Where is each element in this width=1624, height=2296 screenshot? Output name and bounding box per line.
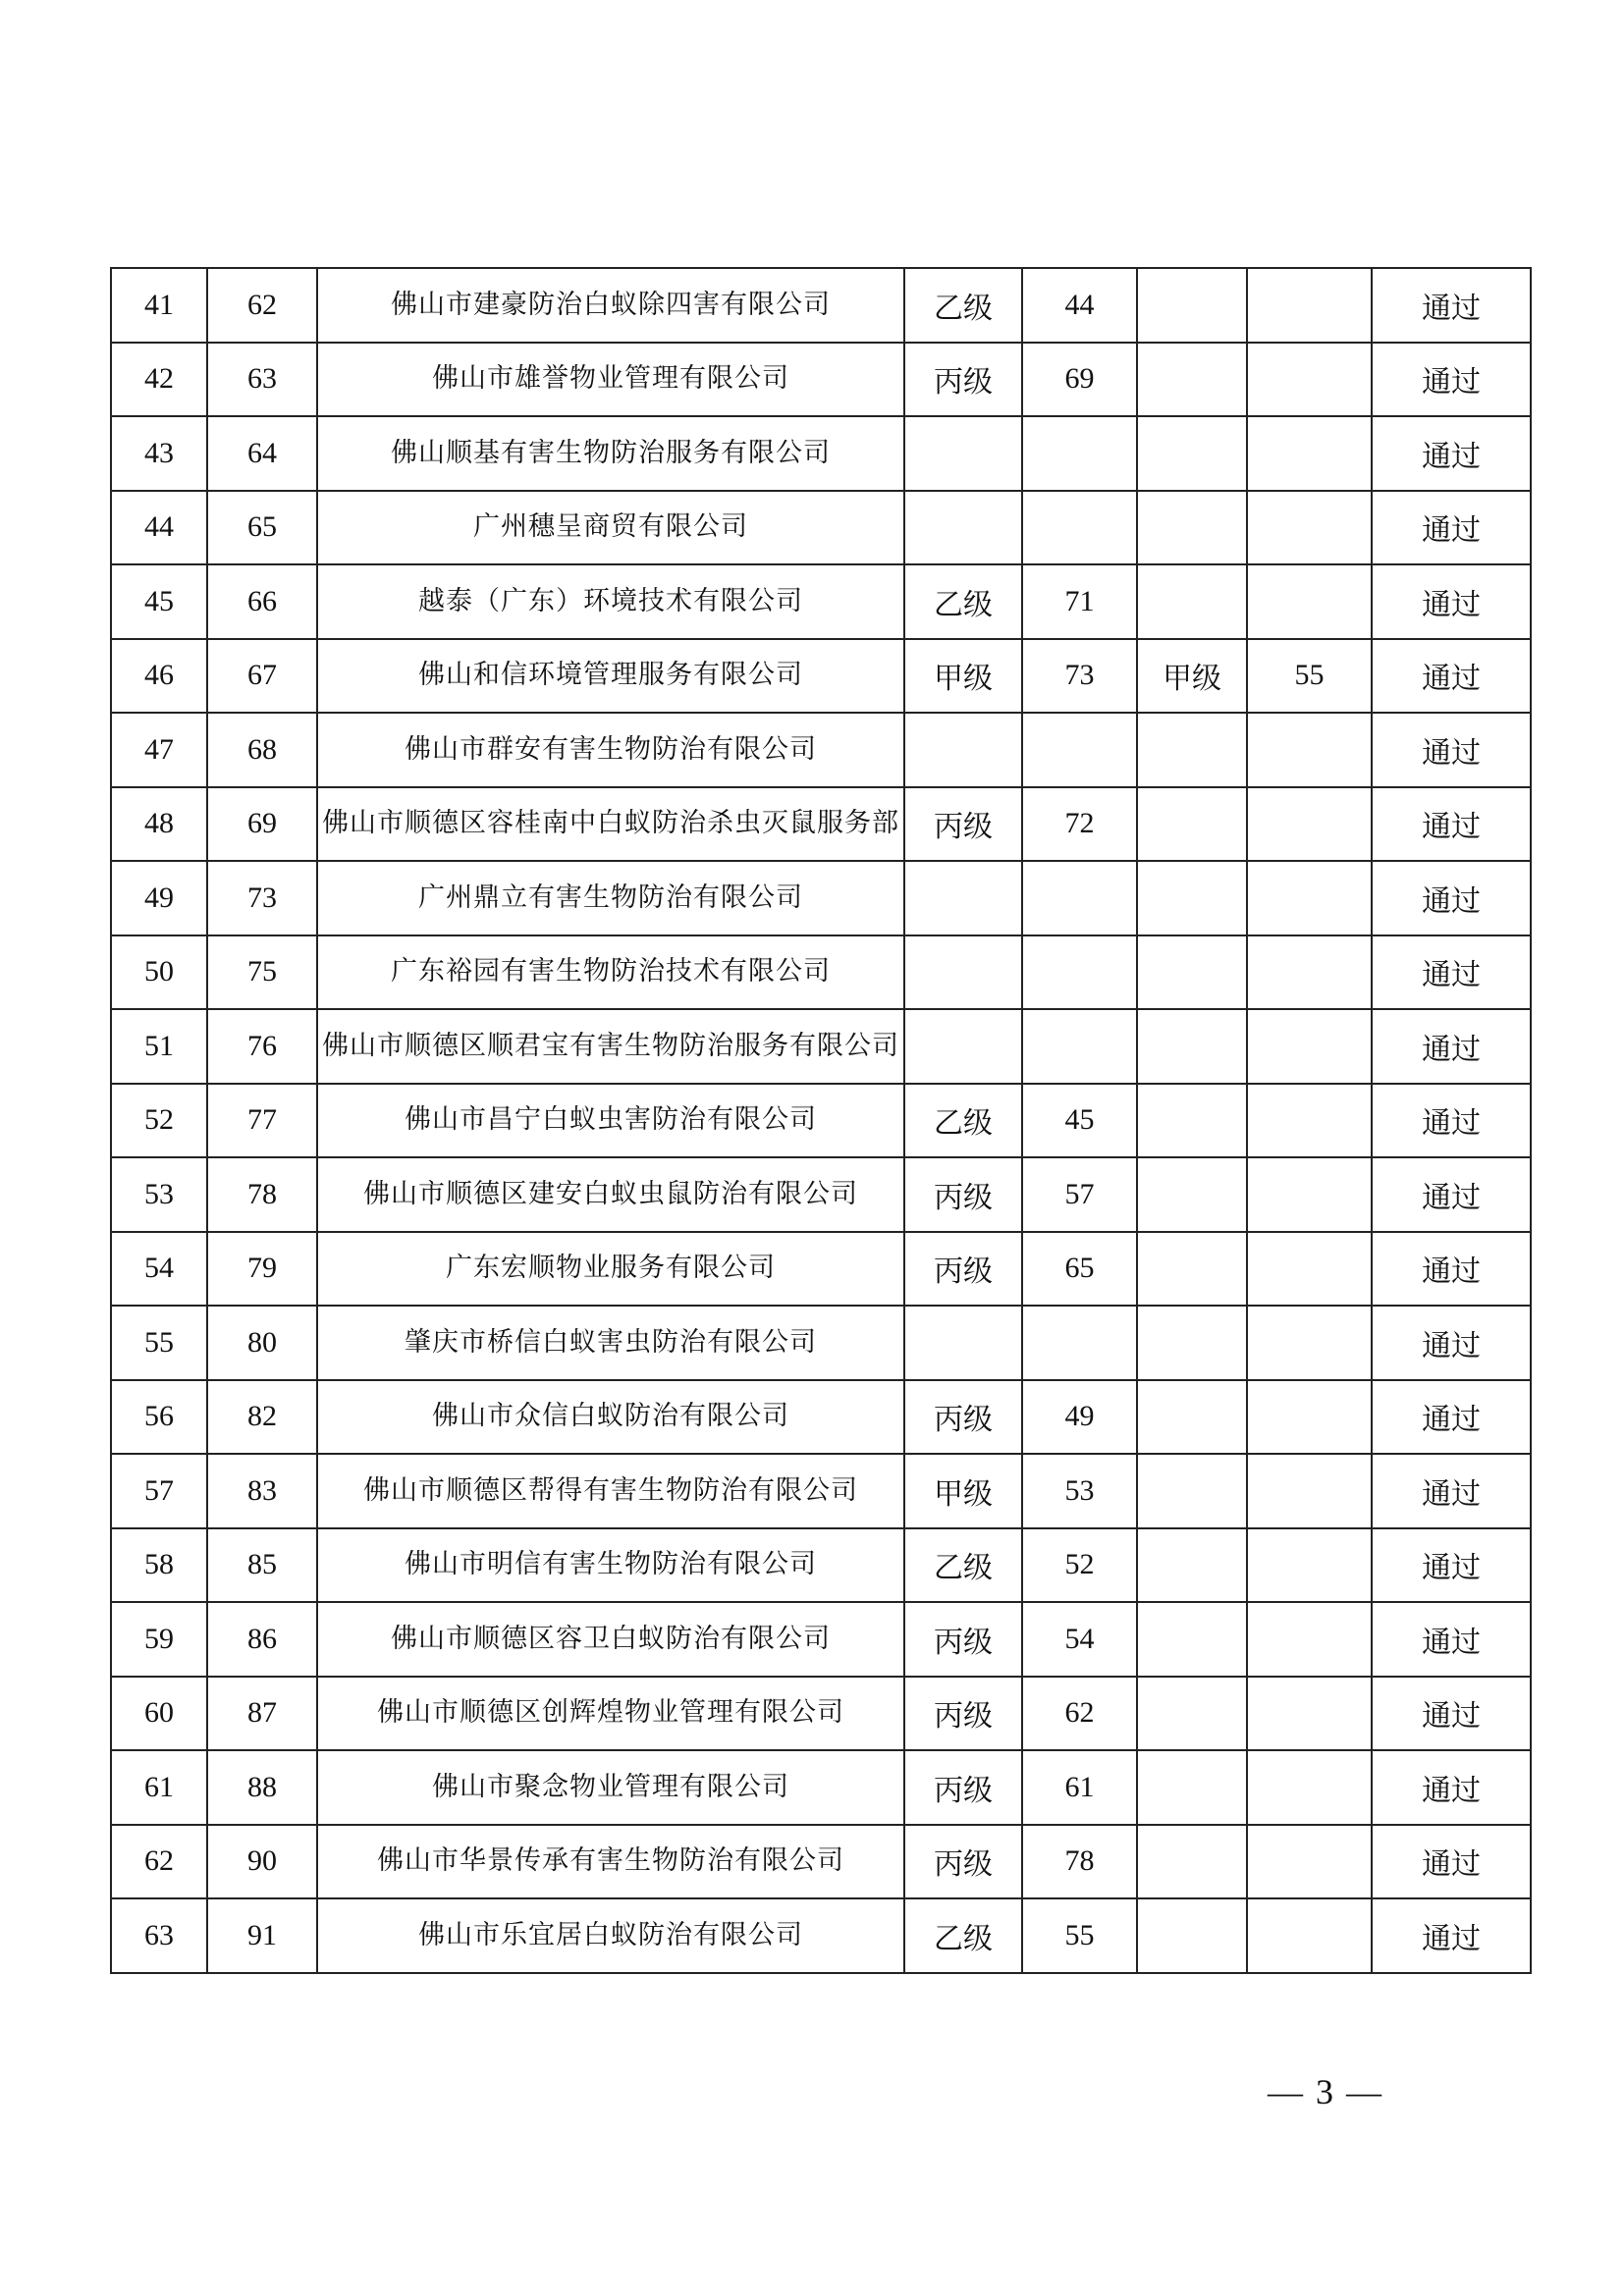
cell-score-1: 62 (1022, 1677, 1137, 1751)
cell-grade-2 (1137, 491, 1247, 565)
cell-grade-2: 甲级 (1137, 639, 1247, 714)
cell-result: 通过 (1372, 343, 1531, 417)
cell-grade-1: 乙级 (904, 268, 1022, 343)
table-row (111, 564, 1531, 639)
table-row (111, 1677, 1531, 1751)
cell-score-1: 72 (1022, 787, 1137, 862)
cell-score-1 (1022, 713, 1137, 787)
cell-result: 通过 (1372, 713, 1531, 787)
cell-grade-1 (904, 935, 1022, 1010)
cell-result: 通过 (1372, 787, 1531, 862)
cell-company-name: 佛山市顺德区容卫白蚁防治有限公司 (317, 1602, 904, 1677)
table-row (111, 416, 1531, 491)
cell-grade-1: 乙级 (904, 564, 1022, 639)
cell-result: 通过 (1372, 1898, 1531, 1973)
cell-id: 90 (207, 1825, 317, 1899)
cell-id: 77 (207, 1084, 317, 1158)
cell-grade-1: 丙级 (904, 1825, 1022, 1899)
cell-score-2 (1247, 935, 1372, 1010)
cell-id: 80 (207, 1306, 317, 1380)
cell-grade-1 (904, 416, 1022, 491)
cell-seq: 55 (111, 1306, 207, 1380)
cell-company-name: 佛山市顺德区建安白蚁虫鼠防治有限公司 (317, 1157, 904, 1232)
cell-grade-1: 乙级 (904, 1898, 1022, 1973)
cell-seq: 44 (111, 491, 207, 565)
cell-score-1: 61 (1022, 1750, 1137, 1825)
cell-id: 66 (207, 564, 317, 639)
cell-seq: 61 (111, 1750, 207, 1825)
cell-company-name: 佛山市雄誉物业管理有限公司 (317, 343, 904, 417)
cell-score-1: 65 (1022, 1232, 1137, 1307)
cell-seq: 58 (111, 1528, 207, 1603)
cell-result: 通过 (1372, 1750, 1531, 1825)
cell-result: 通过 (1372, 1009, 1531, 1084)
cell-score-1: 78 (1022, 1825, 1137, 1899)
cell-company-name: 佛山市顺德区容桂南中白蚁防治杀虫灭鼠服务部 (317, 787, 904, 862)
results-table (110, 267, 1532, 1974)
cell-company-name: 广东裕园有害生物防治技术有限公司 (317, 935, 904, 1010)
cell-result: 通过 (1372, 935, 1531, 1010)
cell-company-name: 广东宏顺物业服务有限公司 (317, 1232, 904, 1307)
cell-score-1: 71 (1022, 564, 1137, 639)
cell-seq: 48 (111, 787, 207, 862)
cell-grade-2 (1137, 1602, 1247, 1677)
cell-score-2 (1247, 1306, 1372, 1380)
cell-company-name: 佛山市众信白蚁防治有限公司 (317, 1380, 904, 1455)
table-row (111, 713, 1531, 787)
cell-id: 65 (207, 491, 317, 565)
cell-score-1: 55 (1022, 1898, 1137, 1973)
cell-id: 79 (207, 1232, 317, 1307)
cell-result: 通过 (1372, 861, 1531, 935)
cell-company-name: 佛山顺基有害生物防治服务有限公司 (317, 416, 904, 491)
cell-score-2 (1247, 1454, 1372, 1528)
cell-id: 68 (207, 713, 317, 787)
cell-result: 通过 (1372, 1084, 1531, 1158)
cell-company-name: 佛山市明信有害生物防治有限公司 (317, 1528, 904, 1603)
cell-seq: 57 (111, 1454, 207, 1528)
cell-score-2 (1247, 1677, 1372, 1751)
cell-score-2 (1247, 713, 1372, 787)
cell-seq: 54 (111, 1232, 207, 1307)
table-row (111, 1306, 1531, 1380)
cell-grade-1 (904, 1009, 1022, 1084)
cell-grade-1 (904, 1306, 1022, 1380)
cell-seq: 42 (111, 343, 207, 417)
cell-grade-2 (1137, 1898, 1247, 1973)
cell-grade-1: 丙级 (904, 1232, 1022, 1307)
table-row (111, 935, 1531, 1010)
cell-seq: 41 (111, 268, 207, 343)
cell-seq: 50 (111, 935, 207, 1010)
cell-grade-2 (1137, 1157, 1247, 1232)
table-row (111, 1602, 1531, 1677)
cell-result: 通过 (1372, 491, 1531, 565)
cell-grade-2 (1137, 1009, 1247, 1084)
cell-seq: 62 (111, 1825, 207, 1899)
cell-score-1 (1022, 861, 1137, 935)
cell-grade-2 (1137, 343, 1247, 417)
cell-grade-1: 乙级 (904, 1528, 1022, 1603)
cell-result: 通过 (1372, 268, 1531, 343)
cell-score-2: 55 (1247, 639, 1372, 714)
cell-score-1: 44 (1022, 268, 1137, 343)
cell-score-1: 45 (1022, 1084, 1137, 1158)
cell-score-2 (1247, 1750, 1372, 1825)
cell-company-name: 广州鼎立有害生物防治有限公司 (317, 861, 904, 935)
cell-score-2 (1247, 1084, 1372, 1158)
cell-grade-2 (1137, 935, 1247, 1010)
cell-score-2 (1247, 787, 1372, 862)
cell-grade-1: 丙级 (904, 1677, 1022, 1751)
cell-seq: 43 (111, 416, 207, 491)
cell-company-name: 佛山市华景传承有害生物防治有限公司 (317, 1825, 904, 1899)
cell-score-2 (1247, 268, 1372, 343)
cell-grade-1: 丙级 (904, 343, 1022, 417)
cell-id: 75 (207, 935, 317, 1010)
cell-grade-1: 丙级 (904, 1602, 1022, 1677)
cell-grade-1: 丙级 (904, 1157, 1022, 1232)
cell-company-name: 佛山市聚念物业管理有限公司 (317, 1750, 904, 1825)
cell-score-1: 73 (1022, 639, 1137, 714)
cell-score-2 (1247, 1825, 1372, 1899)
cell-company-name: 广州穗呈商贸有限公司 (317, 491, 904, 565)
cell-score-1: 69 (1022, 343, 1137, 417)
cell-score-2 (1247, 1009, 1372, 1084)
cell-seq: 53 (111, 1157, 207, 1232)
cell-id: 73 (207, 861, 317, 935)
table-row (111, 639, 1531, 714)
cell-id: 63 (207, 343, 317, 417)
table-row (111, 1009, 1531, 1084)
cell-score-1: 49 (1022, 1380, 1137, 1455)
cell-score-2 (1247, 1157, 1372, 1232)
table-row (111, 1232, 1531, 1307)
cell-grade-1: 甲级 (904, 1454, 1022, 1528)
cell-grade-1: 丙级 (904, 787, 1022, 862)
cell-result: 通过 (1372, 1602, 1531, 1677)
table-body (111, 268, 1531, 1973)
table-row (111, 1750, 1531, 1825)
cell-score-2 (1247, 1898, 1372, 1973)
cell-score-1 (1022, 1009, 1137, 1084)
cell-result: 通过 (1372, 1825, 1531, 1899)
cell-seq: 52 (111, 1084, 207, 1158)
cell-id: 62 (207, 268, 317, 343)
table-row (111, 1528, 1531, 1603)
table-row (111, 787, 1531, 862)
cell-company-name: 佛山市顺德区顺君宝有害生物防治服务有限公司 (317, 1009, 904, 1084)
table-row (111, 1454, 1531, 1528)
cell-score-1: 52 (1022, 1528, 1137, 1603)
cell-id: 91 (207, 1898, 317, 1973)
cell-id: 64 (207, 416, 317, 491)
cell-seq: 51 (111, 1009, 207, 1084)
cell-grade-1 (904, 491, 1022, 565)
cell-grade-1: 甲级 (904, 639, 1022, 714)
cell-score-1 (1022, 935, 1137, 1010)
cell-id: 87 (207, 1677, 317, 1751)
cell-company-name: 佛山市乐宜居白蚁防治有限公司 (317, 1898, 904, 1973)
cell-grade-2 (1137, 1528, 1247, 1603)
cell-result: 通过 (1372, 1306, 1531, 1380)
cell-id: 67 (207, 639, 317, 714)
cell-result: 通过 (1372, 1157, 1531, 1232)
cell-score-2 (1247, 564, 1372, 639)
cell-id: 78 (207, 1157, 317, 1232)
cell-score-2 (1247, 1528, 1372, 1603)
cell-grade-2 (1137, 1825, 1247, 1899)
cell-id: 82 (207, 1380, 317, 1455)
table-row (111, 1825, 1531, 1899)
cell-grade-1 (904, 861, 1022, 935)
cell-score-2 (1247, 416, 1372, 491)
table-row (111, 1898, 1531, 1973)
cell-grade-2 (1137, 1454, 1247, 1528)
page-number: — 3 — (1268, 2072, 1383, 2111)
cell-seq: 47 (111, 713, 207, 787)
cell-id: 85 (207, 1528, 317, 1603)
cell-id: 88 (207, 1750, 317, 1825)
cell-seq: 46 (111, 639, 207, 714)
cell-result: 通过 (1372, 1232, 1531, 1307)
cell-grade-2 (1137, 1306, 1247, 1380)
cell-grade-2 (1137, 1380, 1247, 1455)
table-row (111, 491, 1531, 565)
cell-grade-2 (1137, 1750, 1247, 1825)
cell-result: 通过 (1372, 564, 1531, 639)
cell-score-2 (1247, 861, 1372, 935)
cell-grade-2 (1137, 416, 1247, 491)
cell-score-1: 53 (1022, 1454, 1137, 1528)
cell-score-1 (1022, 416, 1137, 491)
cell-score-1 (1022, 491, 1137, 565)
cell-result: 通过 (1372, 416, 1531, 491)
table-row (111, 861, 1531, 935)
cell-grade-1 (904, 713, 1022, 787)
cell-seq: 60 (111, 1677, 207, 1751)
cell-seq: 59 (111, 1602, 207, 1677)
cell-grade-2 (1137, 713, 1247, 787)
cell-score-2 (1247, 1602, 1372, 1677)
cell-id: 83 (207, 1454, 317, 1528)
cell-score-2 (1247, 491, 1372, 565)
cell-seq: 49 (111, 861, 207, 935)
cell-grade-2 (1137, 861, 1247, 935)
cell-grade-2 (1137, 787, 1247, 862)
table-row (111, 1157, 1531, 1232)
cell-seq: 45 (111, 564, 207, 639)
cell-grade-2 (1137, 1084, 1247, 1158)
table-row (111, 1380, 1531, 1455)
cell-company-name: 佛山市建豪防治白蚁除四害有限公司 (317, 268, 904, 343)
cell-company-name: 肇庆市桥信白蚁害虫防治有限公司 (317, 1306, 904, 1380)
cell-result: 通过 (1372, 1454, 1531, 1528)
cell-result: 通过 (1372, 639, 1531, 714)
cell-company-name: 佛山市昌宁白蚁虫害防治有限公司 (317, 1084, 904, 1158)
table-row (111, 268, 1531, 343)
cell-grade-2 (1137, 268, 1247, 343)
cell-id: 86 (207, 1602, 317, 1677)
cell-score-1 (1022, 1306, 1137, 1380)
cell-grade-2 (1137, 1232, 1247, 1307)
cell-seq: 56 (111, 1380, 207, 1455)
cell-score-2 (1247, 1380, 1372, 1455)
cell-company-name: 佛山市顺德区创辉煌物业管理有限公司 (317, 1677, 904, 1751)
cell-result: 通过 (1372, 1677, 1531, 1751)
cell-result: 通过 (1372, 1380, 1531, 1455)
table-row (111, 343, 1531, 417)
cell-seq: 63 (111, 1898, 207, 1973)
cell-grade-1: 丙级 (904, 1750, 1022, 1825)
table-row (111, 1084, 1531, 1158)
cell-grade-2 (1137, 564, 1247, 639)
cell-result: 通过 (1372, 1528, 1531, 1603)
cell-grade-1: 乙级 (904, 1084, 1022, 1158)
cell-company-name: 佛山市群安有害生物防治有限公司 (317, 713, 904, 787)
cell-grade-2 (1137, 1677, 1247, 1751)
cell-id: 76 (207, 1009, 317, 1084)
cell-company-name: 佛山和信环境管理服务有限公司 (317, 639, 904, 714)
cell-score-1: 57 (1022, 1157, 1137, 1232)
cell-grade-1: 丙级 (904, 1380, 1022, 1455)
cell-company-name: 越泰（广东）环境技术有限公司 (317, 564, 904, 639)
cell-company-name: 佛山市顺德区帮得有害生物防治有限公司 (317, 1454, 904, 1528)
cell-score-2 (1247, 1232, 1372, 1307)
cell-score-2 (1247, 343, 1372, 417)
cell-score-1: 54 (1022, 1602, 1137, 1677)
cell-id: 69 (207, 787, 317, 862)
